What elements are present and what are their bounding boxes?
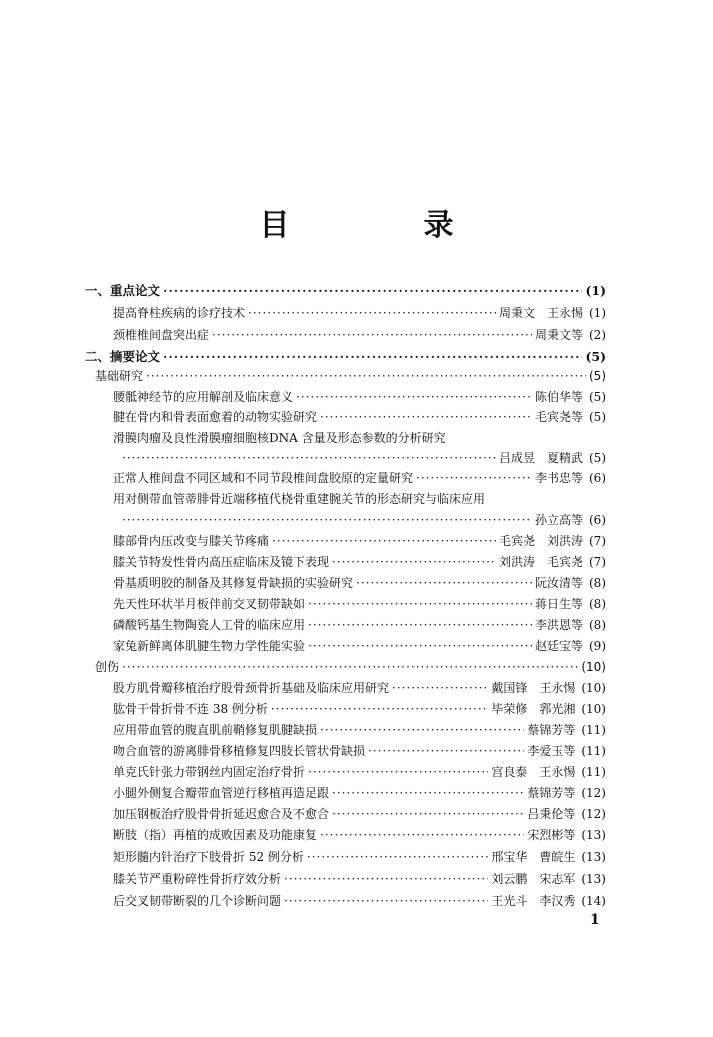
- toc-entry-author: 宋烈彬等: [527, 828, 576, 842]
- toc-entry-title: 单克氏针张力带钢丝内固定治疗骨折: [113, 765, 306, 779]
- toc-entry-title: 应用带血管的腹直肌前鞘修复肌腱缺损: [113, 723, 318, 737]
- toc-entry-page: (7): [589, 555, 606, 569]
- toc-entry-author: 毕荣修 郛光湘: [491, 702, 576, 716]
- toc-entry-author: 蒋日生等: [534, 597, 583, 611]
- toc-entry-page: (11): [581, 744, 606, 758]
- toc-leader-dots: [122, 658, 578, 676]
- toc-entry-page: (11): [581, 723, 606, 737]
- toc-entry-author: 赵廷宝等: [534, 639, 583, 653]
- toc-leader-dots: [332, 553, 496, 571]
- toc-entry: [113, 490, 606, 508]
- toc-entry-author: 刘云鹏 宋志军: [491, 872, 576, 886]
- toc-leader-dots: [320, 408, 532, 426]
- toc-entry-page: (13): [581, 850, 606, 864]
- toc-leader-dots: [284, 870, 488, 888]
- toc-entry-title: 后交叉韧带断裂的几个诊断问题: [113, 894, 282, 908]
- toc-entry-page: (5): [585, 349, 606, 364]
- toc-entry-title: 断肢（指）再植的成败因素及功能康复: [113, 828, 318, 842]
- toc-entry-author: 宫良泰 王永惕: [491, 765, 576, 779]
- toc-entry-title: 磷酸钙基生物陶瓷人工骨的临床应用: [113, 618, 306, 632]
- toc-entry-author: 陈伯华等: [534, 390, 583, 404]
- toc-leader-dots: [212, 326, 532, 344]
- toc-leader-dots: [122, 511, 532, 529]
- toc-entry-page: (8): [589, 576, 606, 590]
- toc-entry-title: 基础研究: [95, 369, 144, 383]
- toc-entry-page: (10): [581, 660, 606, 674]
- toc-entry-title: 正常人椎间盘不同区域和不同节段椎间盘胶原的定量研究: [113, 471, 414, 485]
- toc-entry-author: 孙立高等: [534, 513, 583, 527]
- toc-entry-author: 阮汝清等: [534, 576, 583, 590]
- toc-leader-dots: [308, 637, 532, 655]
- toc-entry-author: 吕秉伦等: [527, 807, 576, 821]
- toc-leader-dots: [320, 826, 524, 844]
- toc-entry-title: 滑膜肉瘤及良性滑膜瘤细胞核DNA 含量及形态参数的分析研究: [113, 431, 446, 445]
- toc-entry: [113, 805, 606, 823]
- toc-leader-dots: [272, 532, 496, 550]
- toc-entry: [113, 700, 606, 718]
- toc-leader-dots: [271, 700, 488, 718]
- toc-entry-author: 毛宾尧 刘洪涛: [498, 534, 583, 548]
- toc-entry-page: (2): [589, 328, 606, 342]
- toc-entry: [113, 637, 606, 655]
- toc-entry-page: (8): [589, 597, 606, 611]
- toc-entry: [113, 892, 606, 910]
- toc-entry: [113, 469, 606, 487]
- toc-entry-title: 家兔新鲜离体肌腱生物力学性能实验: [113, 639, 306, 653]
- toc-entry: [113, 553, 606, 571]
- toc-entry: [113, 870, 606, 888]
- toc-leader-dots: [308, 616, 532, 634]
- toc-entry: [113, 616, 606, 634]
- toc-entry-author: 刘洪涛 毛宾尧: [498, 555, 583, 569]
- toc-entry-title: 提高脊柱疾病的诊疗技术: [113, 306, 246, 320]
- toc-entry-title: 腱在骨内和骨表面愈着的动物实验研究: [113, 410, 318, 424]
- toc-entry-author: 邢宝华 曹皖生: [491, 850, 576, 864]
- toc-entry: [113, 742, 606, 760]
- toc-leader-dots: [416, 469, 532, 487]
- toc-entry-title: 一、重点论文: [85, 283, 161, 298]
- toc-leader-dots: [284, 892, 488, 910]
- toc-entry: [113, 408, 606, 426]
- toc-entry-title: 膝关节特发性骨内高压症临床及镜下表现: [113, 555, 330, 569]
- toc-leader-dots: [368, 742, 524, 760]
- toc-entry: [113, 304, 606, 322]
- toc-entry: [113, 763, 606, 781]
- toc-entry-title: 先天性环状半月板伴前交叉韧带缺如: [113, 597, 306, 611]
- toc-entry-author: 戴国锋 王永惕: [491, 681, 576, 695]
- toc-entry-page: (1): [589, 306, 606, 320]
- toc-entry-page: (5): [589, 390, 606, 404]
- toc-entry-author: 蔡锦芳等: [527, 786, 576, 800]
- toc-leader-dots: [356, 574, 532, 592]
- toc-entry-page: (10): [581, 702, 606, 716]
- toc-entry-page: (12): [581, 807, 606, 821]
- toc-entry: [95, 367, 606, 385]
- toc-entry-title: 加压钢板治疗股骨骨折延迟愈合及不愈合: [113, 807, 330, 821]
- toc-entry-page: (14): [581, 894, 606, 908]
- toc-entry: [113, 326, 606, 344]
- toc-entry-author: 李洪恩等: [534, 618, 583, 632]
- toc-entry: [113, 721, 606, 739]
- toc-leader-dots: [308, 763, 488, 781]
- toc-entry-author: 毛宾尧等: [534, 410, 583, 424]
- toc-entry-page: (13): [581, 828, 606, 842]
- toc-entry-title: 膝部骨内压改变与膝关节疼痛: [113, 534, 270, 548]
- toc-leader-dots: [308, 595, 532, 613]
- toc-leader-dots: [122, 449, 496, 467]
- toc-entry-page: (10): [581, 681, 606, 695]
- toc-entry-page: (6): [589, 471, 606, 485]
- toc-entry-title: 腰骶神经节的应用解剖及临床意义: [113, 390, 294, 404]
- toc-leader-dots: [307, 848, 488, 866]
- toc-entry-title: 创伤: [95, 660, 120, 674]
- page-title: 目 录: [259, 208, 506, 243]
- toc-entry: [113, 595, 606, 613]
- toc-entry-title: 小腿外侧复合瓣带血管逆行移植再造足跟: [113, 786, 330, 800]
- page-number: 1: [590, 912, 600, 928]
- toc-leader-dots: [248, 304, 496, 322]
- toc-entry-title: 股方肌骨瓣移植治疗股骨颈骨折基础及临床应用研究: [113, 681, 390, 695]
- toc-entry: [113, 826, 606, 844]
- toc-entry-title: 颈椎椎间盘突出症: [113, 328, 210, 342]
- toc-leader-dots: [146, 367, 586, 385]
- toc-entry-page: (1): [585, 283, 606, 298]
- toc-entry-title: 矩形髓内针治疗下肢骨折 52 例分析: [113, 850, 304, 864]
- toc-entry-title: 肱骨干骨折骨不连 38 例分析: [113, 702, 268, 716]
- toc-entry-author: 蔡锦芳等: [527, 723, 576, 737]
- toc-entry: [113, 848, 606, 866]
- toc-entry: [119, 511, 606, 529]
- toc-entry: [95, 658, 606, 676]
- toc-entry-page: (7): [589, 534, 606, 548]
- toc-leader-dots: [332, 805, 524, 823]
- toc-entry-author: 吕成昱 夏精武: [498, 451, 583, 465]
- toc-entry-author: 周秉文等: [534, 328, 583, 342]
- toc-leader-dots: [320, 721, 524, 739]
- toc-entry-page: (5): [589, 369, 606, 383]
- toc-leader-dots: [332, 784, 524, 802]
- toc-entry-page: (12): [581, 786, 606, 800]
- toc-entry-page: (5): [589, 410, 606, 424]
- toc-entry-page: (6): [589, 513, 606, 527]
- toc-entry: [113, 784, 606, 802]
- toc-leader-dots: [392, 679, 488, 697]
- toc-entry: [113, 532, 606, 550]
- toc-entry-author: 王光斗 李汉秀: [491, 894, 576, 908]
- toc-entry: [119, 449, 606, 467]
- toc-entry-page: (11): [581, 765, 606, 779]
- toc-leader-dots: [296, 388, 532, 406]
- toc-entry-author: 李爱玉等: [527, 744, 576, 758]
- toc-entry-title: 吻合血管的游离腓骨移植修复四肢长管状骨缺损: [113, 744, 366, 758]
- toc-entry: [85, 282, 606, 300]
- toc-entry: [113, 429, 606, 447]
- toc-entry-title: 膝关节严重粉碎性骨折疗效分析: [113, 872, 282, 886]
- toc-leader-dots: [163, 348, 582, 366]
- toc-entry-page: (8): [589, 618, 606, 632]
- toc-entry-author: 周秉文 王永惕: [498, 306, 583, 320]
- toc-entry-title: 骨基质明胶的制备及其修复骨缺损的实验研究: [113, 576, 354, 590]
- toc-entry-author: 李书忠等: [534, 471, 583, 485]
- toc-entry-page: (9): [589, 639, 606, 653]
- toc-entry: [113, 679, 606, 697]
- toc-entry: [85, 348, 606, 366]
- toc-entry: [113, 574, 606, 592]
- toc-entry: [113, 388, 606, 406]
- toc-entry-title: 用对侧带血管蒂腓骨近端移植代桡骨重建腕关节的形态研究与临床应用: [113, 492, 486, 506]
- toc-entry-title: 二、摘要论文: [85, 349, 161, 364]
- toc-leader-dots: [163, 282, 582, 300]
- toc-entry-page: (5): [589, 451, 606, 465]
- toc-entry-page: (13): [581, 872, 606, 886]
